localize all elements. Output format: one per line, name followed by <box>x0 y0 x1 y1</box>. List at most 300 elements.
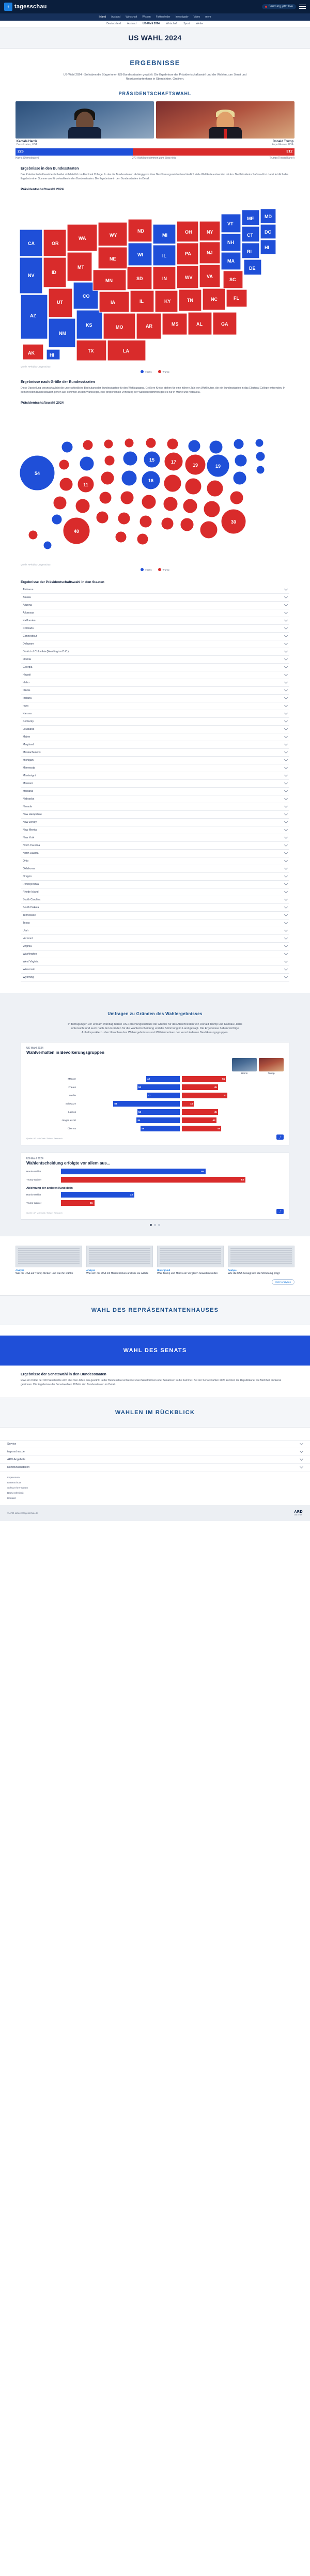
trump-bar <box>133 148 295 156</box>
state-name: Texas <box>23 921 30 925</box>
harris-meta <box>16 139 154 146</box>
chevron-down-icon <box>284 688 288 692</box>
state-accordion-row[interactable] <box>21 834 289 842</box>
state-accordion-row[interactable] <box>21 850 289 857</box>
chart2-value: 65 <box>201 1170 204 1173</box>
state-accordion-row[interactable] <box>21 733 289 741</box>
logo[interactable] <box>4 3 47 11</box>
state-accordion-row[interactable] <box>21 904 289 912</box>
state-accordion-row[interactable] <box>21 726 289 733</box>
survey-heading-wrap <box>0 1001 310 1019</box>
carousel-dot-1[interactable] <box>154 1224 156 1226</box>
footer-row-0[interactable] <box>0 1440 310 1448</box>
chart1-harris-track <box>78 1117 180 1123</box>
state-name: Delaware <box>23 642 34 646</box>
state-accordion-row[interactable] <box>21 935 289 943</box>
chevron-down-icon <box>284 649 288 653</box>
chevron-down-icon <box>284 765 288 769</box>
live-dot-icon <box>265 6 267 8</box>
chart1-category-label: Schwarze <box>65 1102 76 1106</box>
map2-text: Diese Darstellung veranschaulicht die unterschiedliche Bedeutung der Bundesstaaten für den Wahlausgang. Größere Kreise stehen für eine höhere Zahl von Wahlleuten, die ein Bundesstaaten in das Electoral College entsenden. In dem meisten Bundesstaaten gehen alle Stimmen an den Wahlsieger, eine proportionale Verteilung der Wahlleutestimmen gibt es nur in Maine und Nebraska. <box>21 386 285 394</box>
chart2-category-label: Trump-Wähler <box>26 1202 42 1205</box>
chart2-value: 33 <box>130 1193 133 1197</box>
svg-text:CO: CO <box>83 293 90 299</box>
state-name: North Carolina <box>23 844 40 847</box>
chevron-down-icon <box>284 773 288 777</box>
ard-logo-sub: Das Erste <box>294 1513 302 1516</box>
chart1-harris-value: 41 <box>148 1094 151 1097</box>
teaser-kicker: Hintergrund <box>157 1269 171 1272</box>
state-accordion-row[interactable] <box>21 943 289 950</box>
chevron-down-icon <box>284 952 288 955</box>
chevron-down-icon <box>284 626 288 630</box>
footer-row-3-label: Rundfunkanstalten <box>7 1465 30 1469</box>
us-bubble-map[interactable] <box>10 407 300 562</box>
svg-text:MD: MD <box>265 213 272 219</box>
teaser-card[interactable] <box>16 1246 82 1276</box>
chart1-trump-value: 45 <box>214 1086 217 1089</box>
state-accordion-row[interactable] <box>21 602 289 609</box>
chart1-harris-value: 49 <box>142 1127 145 1130</box>
presidential-heading: PRÄSIDENTSCHAFTSWAHL <box>118 90 192 96</box>
footer-link[interactable]: Schutz Ihrer Daten <box>7 1486 28 1490</box>
state-name: Hawaii <box>23 673 31 677</box>
chart1-trump-track <box>182 1109 284 1115</box>
svg-text:NE: NE <box>110 256 116 262</box>
teaser-kicker: Analyse <box>16 1269 24 1272</box>
state-accordion-row[interactable] <box>21 764 289 772</box>
trump-tie-shape <box>224 129 227 139</box>
state-name: Ohio <box>23 859 28 863</box>
state-accordion-row[interactable] <box>21 749 289 757</box>
chart1-kicker: US-Wahl 2024 <box>26 1047 43 1050</box>
senate-text: Etwa ein Drittel der 100 Senatssitze wird alle zwei Jahre neu gewählt. Jeder Bundesstaat entsendet zwei Senatorinnen oder Senatoren in die Kammer. Bei der Senatswahlen 2024 konnten die Republikaner die Mehrheit im Senat gewinnen. Die Ergebnisse der Senatswahlen 2024 in den Bundesstaaten im Detail. <box>21 1378 282 1387</box>
chart1-bar-row <box>26 1126 284 1131</box>
state-accordion-row[interactable] <box>21 780 289 788</box>
share-icon[interactable]: ⤴ <box>276 1134 284 1140</box>
harris-body-shape <box>68 127 101 139</box>
state-accordion-row[interactable] <box>21 958 289 966</box>
state-accordion-row[interactable] <box>21 718 289 726</box>
svg-text:TX: TX <box>88 348 94 354</box>
teaser-title: Wie die USA auf Trump blicken und wie ihn wählte <box>16 1272 73 1276</box>
live-badge[interactable] <box>262 4 296 9</box>
state-name: Maryland <box>23 743 34 746</box>
harris-bar <box>16 148 133 156</box>
svg-text:NJ: NJ <box>207 250 213 255</box>
chart1-bar-row <box>26 1084 284 1090</box>
footer-row-0-label: Service <box>7 1442 17 1446</box>
state-name: Arkansas <box>23 611 34 615</box>
svg-text:CT: CT <box>247 232 253 238</box>
chevron-down-icon <box>284 858 288 862</box>
teaser-thumb-lines <box>89 1248 150 1265</box>
state-accordion-row[interactable] <box>21 873 289 881</box>
chart2-category-label: Harris-Wähler <box>26 1170 41 1173</box>
svg-text:KS: KS <box>86 322 92 328</box>
chevron-down-icon <box>284 905 288 909</box>
live-label: Sendung jetzt live <box>268 5 293 8</box>
map2-source: Quelle: AP/Edison, tagesschau <box>21 563 51 566</box>
footer-row-2[interactable] <box>0 1456 310 1464</box>
chevron-down-icon-3 <box>300 1457 303 1461</box>
house-band: WAHL DES REPRÄSENTANTENHAUSES <box>0 1295 310 1325</box>
state-name: Washington <box>23 952 37 956</box>
chart1-harris-bar <box>136 1117 180 1123</box>
trump-meta <box>156 139 295 146</box>
chart1-trump-track <box>182 1076 284 1082</box>
chevron-down-icon <box>284 618 288 622</box>
chart2-bar-row <box>26 1177 284 1183</box>
chart2-footer <box>26 1209 284 1214</box>
chart1-category-label: Weiße <box>69 1094 76 1097</box>
map2-legend-dem <box>141 568 151 571</box>
chart2-bar-row <box>26 1169 284 1174</box>
chart1-harris-value: 53 <box>138 1086 141 1089</box>
harris-party: Demokraten, USA <box>17 143 38 146</box>
state-name: Rhode Island <box>23 890 39 894</box>
chart1-harris-track <box>78 1126 180 1131</box>
chevron-down-icon <box>284 750 288 754</box>
nav-item-1[interactable]: Ausland <box>111 16 121 19</box>
chart1-bars <box>26 1076 284 1131</box>
chevron-down-icon <box>284 835 288 839</box>
chart2-bar-row <box>26 1200 284 1206</box>
state-name: West Virginia <box>23 960 39 963</box>
carousel-dot-0[interactable] <box>150 1224 152 1226</box>
carousel-dot-2[interactable] <box>158 1224 160 1226</box>
states-accordion <box>21 586 289 982</box>
footer-row-3[interactable] <box>0 1464 310 1471</box>
map1-svg <box>10 193 300 364</box>
svg-text:19: 19 <box>192 462 198 468</box>
menu-icon[interactable] <box>299 5 306 9</box>
state-accordion-row[interactable] <box>21 671 289 679</box>
chart1-harris-track <box>78 1109 180 1115</box>
map1-legend-dem-label: Harris <box>145 370 152 373</box>
state-accordion-row[interactable] <box>21 664 289 671</box>
results-intro: US-Wahl 2024 - So haben die Bürgerinnen US-Bundesstaaten gewählt: Die Ergebnisse der Präsidentschaftswahl und der Wahlen zum Senat und Repräsentantenhaus in Übersichten, Grafiken. <box>63 73 247 81</box>
chart1-col-trump-label: Trump <box>268 1072 275 1075</box>
chevron-down-icon <box>284 680 288 684</box>
chart2-category-label: Trump-Wähler <box>26 1178 42 1182</box>
chart2-track <box>61 1169 284 1174</box>
teaser-grid <box>16 1246 295 1276</box>
chart2-bars-rejection <box>26 1192 284 1206</box>
chart1-harris-bar <box>141 1126 180 1131</box>
trump-votes: 312 <box>286 150 292 154</box>
state-name: Alabama <box>23 588 34 591</box>
state-accordion-row[interactable] <box>21 710 289 718</box>
state-accordion-row[interactable] <box>21 803 289 811</box>
chart1-title: Wahlverhalten in Bevölkerungsgruppen <box>26 1050 104 1055</box>
chart1-source: Quelle: AP VoteCast / Edison Research <box>26 1137 63 1140</box>
svg-text:SC: SC <box>229 277 236 282</box>
state-name: North Dakota <box>23 851 39 855</box>
chart2-track <box>61 1192 284 1198</box>
svg-text:DC: DC <box>265 229 271 235</box>
nav-item-3[interactable]: Wissen <box>142 16 151 19</box>
state-accordion-row[interactable] <box>21 881 289 888</box>
chart1-col-harris <box>232 1058 257 1075</box>
chart1-trump-value: 15 <box>190 1102 193 1106</box>
chevron-down-icon <box>284 781 288 785</box>
state-accordion-row[interactable] <box>21 966 289 974</box>
subnav-item-2[interactable]: US-Wahl 2024 <box>143 22 160 25</box>
top-bar <box>0 0 310 13</box>
svg-text:MI: MI <box>162 232 167 238</box>
state-name: Indiana <box>23 696 32 700</box>
state-name: Oklahoma <box>23 867 35 870</box>
chart-card-groups <box>21 1042 289 1145</box>
chart2-value: 15 <box>90 1202 93 1205</box>
map1-legend-rep-label: Trump <box>162 370 169 373</box>
chart2-bars-support <box>26 1169 284 1183</box>
chart1-harris-value: 53 <box>138 1111 141 1114</box>
state-name: Kansas <box>23 712 32 715</box>
state-accordion-row[interactable] <box>21 950 289 958</box>
chevron-down-icon <box>284 959 288 963</box>
state-accordion-row[interactable] <box>21 865 289 873</box>
svg-text:AL: AL <box>196 321 203 327</box>
footer-row-1-label: tagesschau.de <box>7 1450 25 1453</box>
share-icon-2[interactable]: ⤴ <box>276 1209 284 1214</box>
svg-text:NY: NY <box>207 229 213 235</box>
nav-item-0[interactable]: Inland <box>99 16 106 19</box>
state-accordion-row[interactable] <box>21 695 289 702</box>
footer-link[interactable]: Kontakt <box>7 1497 16 1500</box>
chevron-down-icon <box>284 820 288 823</box>
state-accordion-row[interactable] <box>21 687 289 695</box>
svg-text:40: 40 <box>73 528 80 534</box>
chevron-down-icon-2 <box>300 1449 303 1453</box>
state-name: Alaska <box>23 595 31 599</box>
state-name: New Hampshire <box>23 812 42 816</box>
svg-text:AR: AR <box>146 323 152 329</box>
state-accordion-row[interactable] <box>21 594 289 602</box>
more-analyses-button[interactable]: mehr Analysen <box>272 1279 295 1285</box>
state-accordion-row[interactable] <box>21 826 289 834</box>
trump-photo <box>156 101 295 139</box>
ard-logo-text: ARD <box>294 1510 303 1514</box>
teaser-card[interactable] <box>86 1246 153 1276</box>
nav-item-7[interactable]: mehr <box>205 16 211 19</box>
svg-text:MA: MA <box>227 258 235 264</box>
chart2-track <box>61 1177 284 1183</box>
teaser-card[interactable] <box>228 1246 295 1276</box>
state-accordion-row[interactable] <box>21 757 289 764</box>
svg-text:NC: NC <box>211 296 218 302</box>
state-name: Missouri <box>23 781 33 785</box>
legend-dot-rep-icon <box>158 370 161 373</box>
state-accordion-row[interactable] <box>21 888 289 896</box>
chart1-column-heads <box>26 1058 284 1075</box>
chart1-trump-track <box>182 1084 284 1090</box>
state-accordion-row[interactable] <box>21 896 289 904</box>
state-accordion-row[interactable] <box>21 772 289 780</box>
chevron-down-icon <box>284 703 288 707</box>
chart1-bar-row <box>26 1117 284 1123</box>
state-accordion-row[interactable] <box>21 741 289 749</box>
teaser-thumb-lines <box>18 1248 80 1265</box>
state-accordion-row[interactable] <box>21 609 289 617</box>
state-accordion-row[interactable] <box>21 679 289 687</box>
state-accordion-row[interactable] <box>21 927 289 935</box>
state-name: Montana <box>23 789 34 793</box>
state-accordion-row[interactable] <box>21 912 289 919</box>
teaser-thumbnail <box>16 1246 82 1267</box>
svg-text:RI: RI <box>247 249 252 254</box>
survey-text: In Befragungen vor und am Wahltag haben US-Forschungsinstitute die Gründe für das Abschneiden von Donald Trump und Kamala Harris untersucht und auch nach den Gründen für die Wahlentscheidung und die Stimmung im Land gefragt. Die Ergebnisse haben wichtige Anhaltspunkte zu den Ursachen des Wahlergebnisses und Wählermotiven der verschiedenen Bevölkerungsgruppen. <box>68 1022 242 1034</box>
chart1-harris-bar <box>113 1101 180 1107</box>
subnav-item-1[interactable]: Ausland <box>127 22 137 25</box>
chevron-down-icon <box>284 758 288 761</box>
state-accordion-row[interactable] <box>21 811 289 819</box>
footer-link[interactable]: Barrierefreiheit <box>7 1492 24 1495</box>
state-name: Idaho <box>23 681 29 684</box>
state-accordion-row[interactable] <box>21 919 289 927</box>
senate-band: WAHL DES SENATS <box>0 1336 310 1366</box>
map2-legend-rep-label: Trump <box>162 568 169 571</box>
subnav-item-5[interactable]: Wetter <box>196 22 204 25</box>
chart1-trump-value: 57 <box>224 1094 227 1097</box>
candidate-duel <box>16 101 295 146</box>
chevron-down-icon <box>284 804 288 808</box>
map2-legend-dem-label: Harris <box>145 568 152 571</box>
chevron-down-icon <box>284 944 288 947</box>
state-name: Georgia <box>23 665 33 669</box>
map1-legend-rep <box>158 370 169 373</box>
teaser-thumb-lines <box>230 1248 292 1265</box>
state-accordion-row[interactable] <box>21 857 289 865</box>
state-name: Massachusetts <box>23 750 41 754</box>
chart1-harris-value: 83 <box>114 1102 117 1106</box>
legend-right: Trump (Republikaner) <box>269 156 295 160</box>
state-accordion-row[interactable] <box>21 586 289 594</box>
chevron-down-icon <box>284 603 288 606</box>
chart2-bar <box>61 1192 134 1198</box>
svg-text:ID: ID <box>52 269 56 275</box>
teaser-kicker: Analyse <box>86 1269 95 1272</box>
chart1-category-label: Frauen <box>68 1086 76 1089</box>
subnav-item-3[interactable]: Wirtschaft <box>165 22 178 25</box>
state-accordion-row[interactable] <box>21 788 289 795</box>
teaser-thumbnail <box>86 1246 153 1267</box>
chevron-down-icon <box>284 587 288 591</box>
svg-text:TN: TN <box>187 297 193 303</box>
nav-item-6[interactable]: Video <box>193 16 200 19</box>
chevron-down-icon <box>284 882 288 885</box>
carousel-dots[interactable] <box>0 1224 310 1226</box>
chart1-col-harris-label: Harris <box>241 1072 248 1075</box>
svg-text:WA: WA <box>79 235 86 241</box>
nav-item-4[interactable]: Faktenfinder <box>156 16 171 19</box>
state-name: Mississippi <box>23 774 36 777</box>
state-accordion-row[interactable] <box>21 633 289 640</box>
state-name: South Carolina <box>23 898 41 901</box>
state-accordion-row[interactable] <box>21 974 289 982</box>
footer-link[interactable]: Impressum <box>7 1476 20 1479</box>
teaser-title: Wie die USA bewegt und die Stimmung prägt <box>228 1272 280 1276</box>
chevron-down-icon <box>284 843 288 847</box>
state-accordion-row[interactable] <box>21 702 289 710</box>
chart1-trump-bar <box>182 1117 216 1123</box>
legend-dot-dem-icon <box>141 370 144 373</box>
teaser-title: Wie sich die USA mit Harris blicken und wie sie wählte <box>86 1272 149 1276</box>
state-name: Wisconsin <box>23 968 35 971</box>
chart2-kicker: US-Wahl 2024 <box>26 1157 43 1161</box>
chart1-harris-bar <box>137 1084 180 1090</box>
chevron-down-icon <box>284 657 288 661</box>
svg-text:VT: VT <box>227 221 234 226</box>
chart1-harris-value: 54 <box>137 1119 141 1122</box>
footer-link[interactable]: Datenschutz <box>7 1481 21 1484</box>
chart1-trump-value: 55 <box>222 1078 225 1081</box>
svg-text:AZ: AZ <box>30 313 36 318</box>
svg-text:WI: WI <box>137 252 143 257</box>
chart1-harris-track <box>78 1084 180 1090</box>
svg-text:KY: KY <box>164 298 171 304</box>
trump-name: Donald Trump <box>272 140 293 143</box>
survey-heading: Umfragen zu Gründen des Wahlergebnisses <box>107 1011 203 1016</box>
teaser-thumbnail <box>157 1246 224 1267</box>
teaser-title: Was Trump und Harris ein Vergleich bewerten wollen <box>157 1272 218 1276</box>
teaser-thumb-lines <box>160 1248 221 1265</box>
teaser-card[interactable] <box>157 1246 224 1276</box>
state-name: Florida <box>23 657 31 661</box>
legend-dot-dem-icon-2 <box>141 568 144 571</box>
chevron-down-icon <box>284 734 288 738</box>
state-name: Michigan <box>23 758 34 762</box>
us-choropleth-map[interactable] <box>10 193 300 364</box>
state-accordion-row[interactable] <box>21 617 289 625</box>
state-accordion-row[interactable] <box>21 842 289 850</box>
state-name: New York <box>23 836 34 839</box>
electoral-result-bar <box>16 148 295 156</box>
ard-logo <box>294 1510 303 1516</box>
sub-nav <box>0 21 310 27</box>
state-name: New Jersey <box>23 820 37 824</box>
svg-text:AK: AK <box>28 350 35 356</box>
svg-text:WV: WV <box>185 274 193 280</box>
chevron-down-icon <box>284 610 288 614</box>
state-accordion-row[interactable] <box>21 640 289 648</box>
chevron-down-icon <box>284 727 288 730</box>
svg-text:17: 17 <box>171 459 177 465</box>
state-accordion-row[interactable] <box>21 795 289 803</box>
svg-text:NH: NH <box>227 239 234 245</box>
state-name: Louisiana <box>23 727 35 731</box>
teaser-thumbnail <box>228 1246 295 1267</box>
footer-row-1[interactable] <box>0 1448 310 1456</box>
subnav-item-4[interactable]: Sport <box>183 22 190 25</box>
state-accordion-row[interactable] <box>21 625 289 633</box>
chart1-trump-value: 45 <box>214 1111 217 1114</box>
chart1-trump-bar <box>182 1101 194 1107</box>
footer-bottom <box>0 1505 310 1521</box>
nav-item-2[interactable]: Wirtschaft <box>126 16 137 19</box>
state-accordion-row[interactable] <box>21 656 289 664</box>
chevron-down-icon <box>284 921 288 924</box>
state-accordion-row[interactable] <box>21 648 289 656</box>
chart1-trump-track <box>182 1126 284 1131</box>
subnav-item-0[interactable]: Deutschland <box>106 22 121 25</box>
states-section-title: Ergebnisse der Präsidentschaftswahl in den Staaten <box>21 580 104 584</box>
state-name: Pennsylvania <box>23 882 39 886</box>
state-accordion-row[interactable] <box>21 819 289 826</box>
nav-item-5[interactable]: Investigativ <box>175 16 189 19</box>
chart1-trump-bar <box>182 1093 227 1098</box>
